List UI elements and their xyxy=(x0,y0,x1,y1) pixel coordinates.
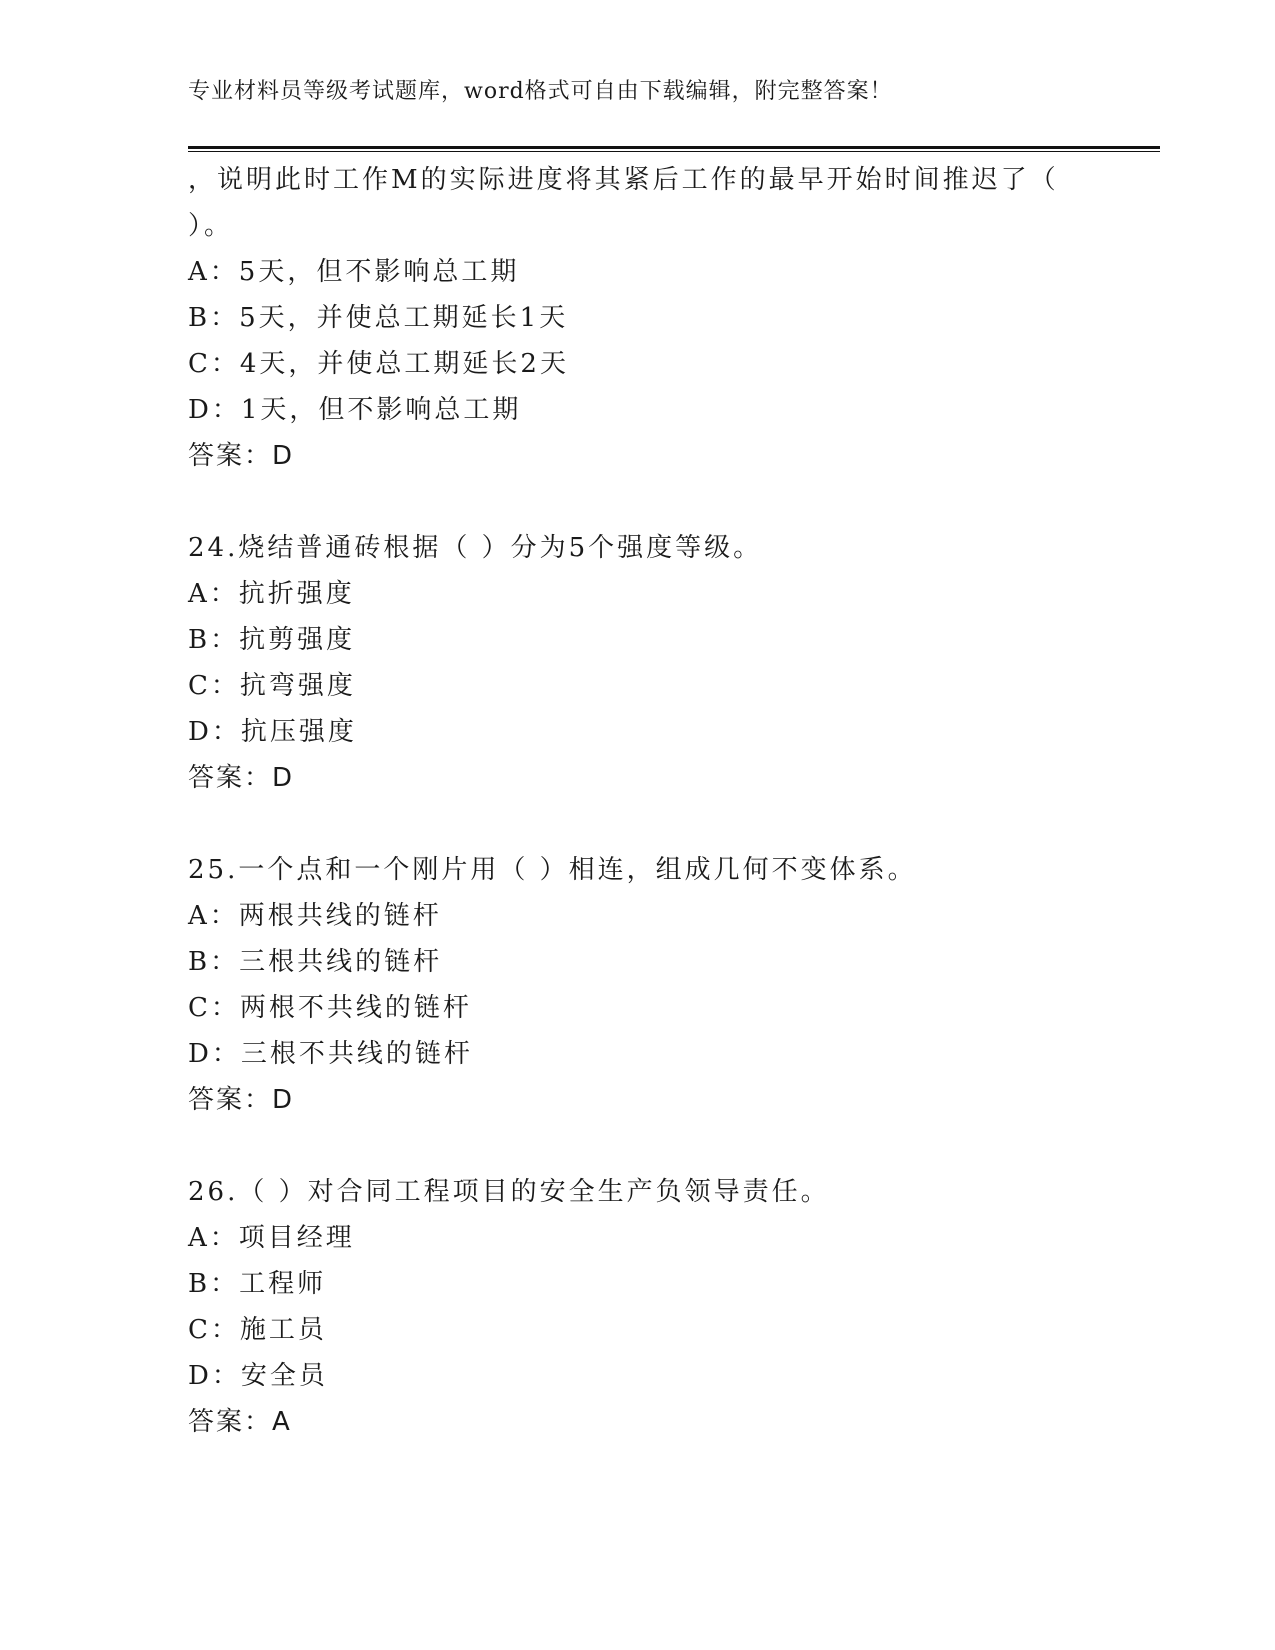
spacer xyxy=(188,1123,1148,1169)
option-b: B：工程师 xyxy=(188,1269,327,1299)
question-stem-continued: ）。 xyxy=(188,211,234,241)
answer: 答案：D xyxy=(188,441,295,471)
option-b: B：三根共线的链杆 xyxy=(188,947,443,977)
answer: 答案：D xyxy=(188,763,295,793)
header-divider-thick xyxy=(188,146,1160,149)
question-24 xyxy=(188,525,1148,801)
option-c: C：两根不共线的链杆 xyxy=(188,993,472,1023)
option-d: D：1天，但不影响总工期 xyxy=(188,395,522,425)
option-c: C：抗弯强度 xyxy=(188,671,356,701)
spacer xyxy=(188,801,1148,847)
header-divider xyxy=(188,146,1160,153)
option-b: B：抗剪强度 xyxy=(188,625,356,655)
option-c: C：施工员 xyxy=(188,1315,327,1345)
question-stem: 25.一个点和一个刚片用（ ）相连，组成几何不变体系。 xyxy=(188,855,917,885)
question-25 xyxy=(188,847,1148,1123)
option-a: A：项目经理 xyxy=(188,1223,355,1253)
answer: 答案：D xyxy=(188,1085,295,1115)
option-a: A：抗折强度 xyxy=(188,579,355,609)
option-d: D：三根不共线的链杆 xyxy=(188,1039,473,1069)
option-d: D：安全员 xyxy=(188,1361,328,1391)
question-stem: ，说明此时工作M的实际进度将其紧后工作的最早开始时间推迟了（ xyxy=(188,165,1059,195)
option-b: B：5天，并使总工期延长1天 xyxy=(188,303,569,333)
question-23 xyxy=(188,157,1148,479)
question-stem: 24.烧结普通砖根据（ ）分为5个强度等级。 xyxy=(188,533,763,563)
question-26 xyxy=(188,1169,1148,1445)
header-divider-thin xyxy=(188,151,1160,152)
spacer xyxy=(188,479,1148,525)
option-c: C：4天，并使总工期延长2天 xyxy=(188,349,569,379)
page-header: 专业材料员等级考试题库，word格式可自由下载编辑，附完整答案！ xyxy=(188,79,893,104)
option-d: D：抗压强度 xyxy=(188,717,357,747)
option-a: A：两根共线的链杆 xyxy=(188,901,442,931)
option-a: A：5天，但不影响总工期 xyxy=(188,257,520,287)
answer: 答案：A xyxy=(188,1407,292,1437)
question-stem: 26.（ ）对合同工程项目的安全生产负领导责任。 xyxy=(188,1177,830,1207)
question-list xyxy=(188,157,1148,1445)
